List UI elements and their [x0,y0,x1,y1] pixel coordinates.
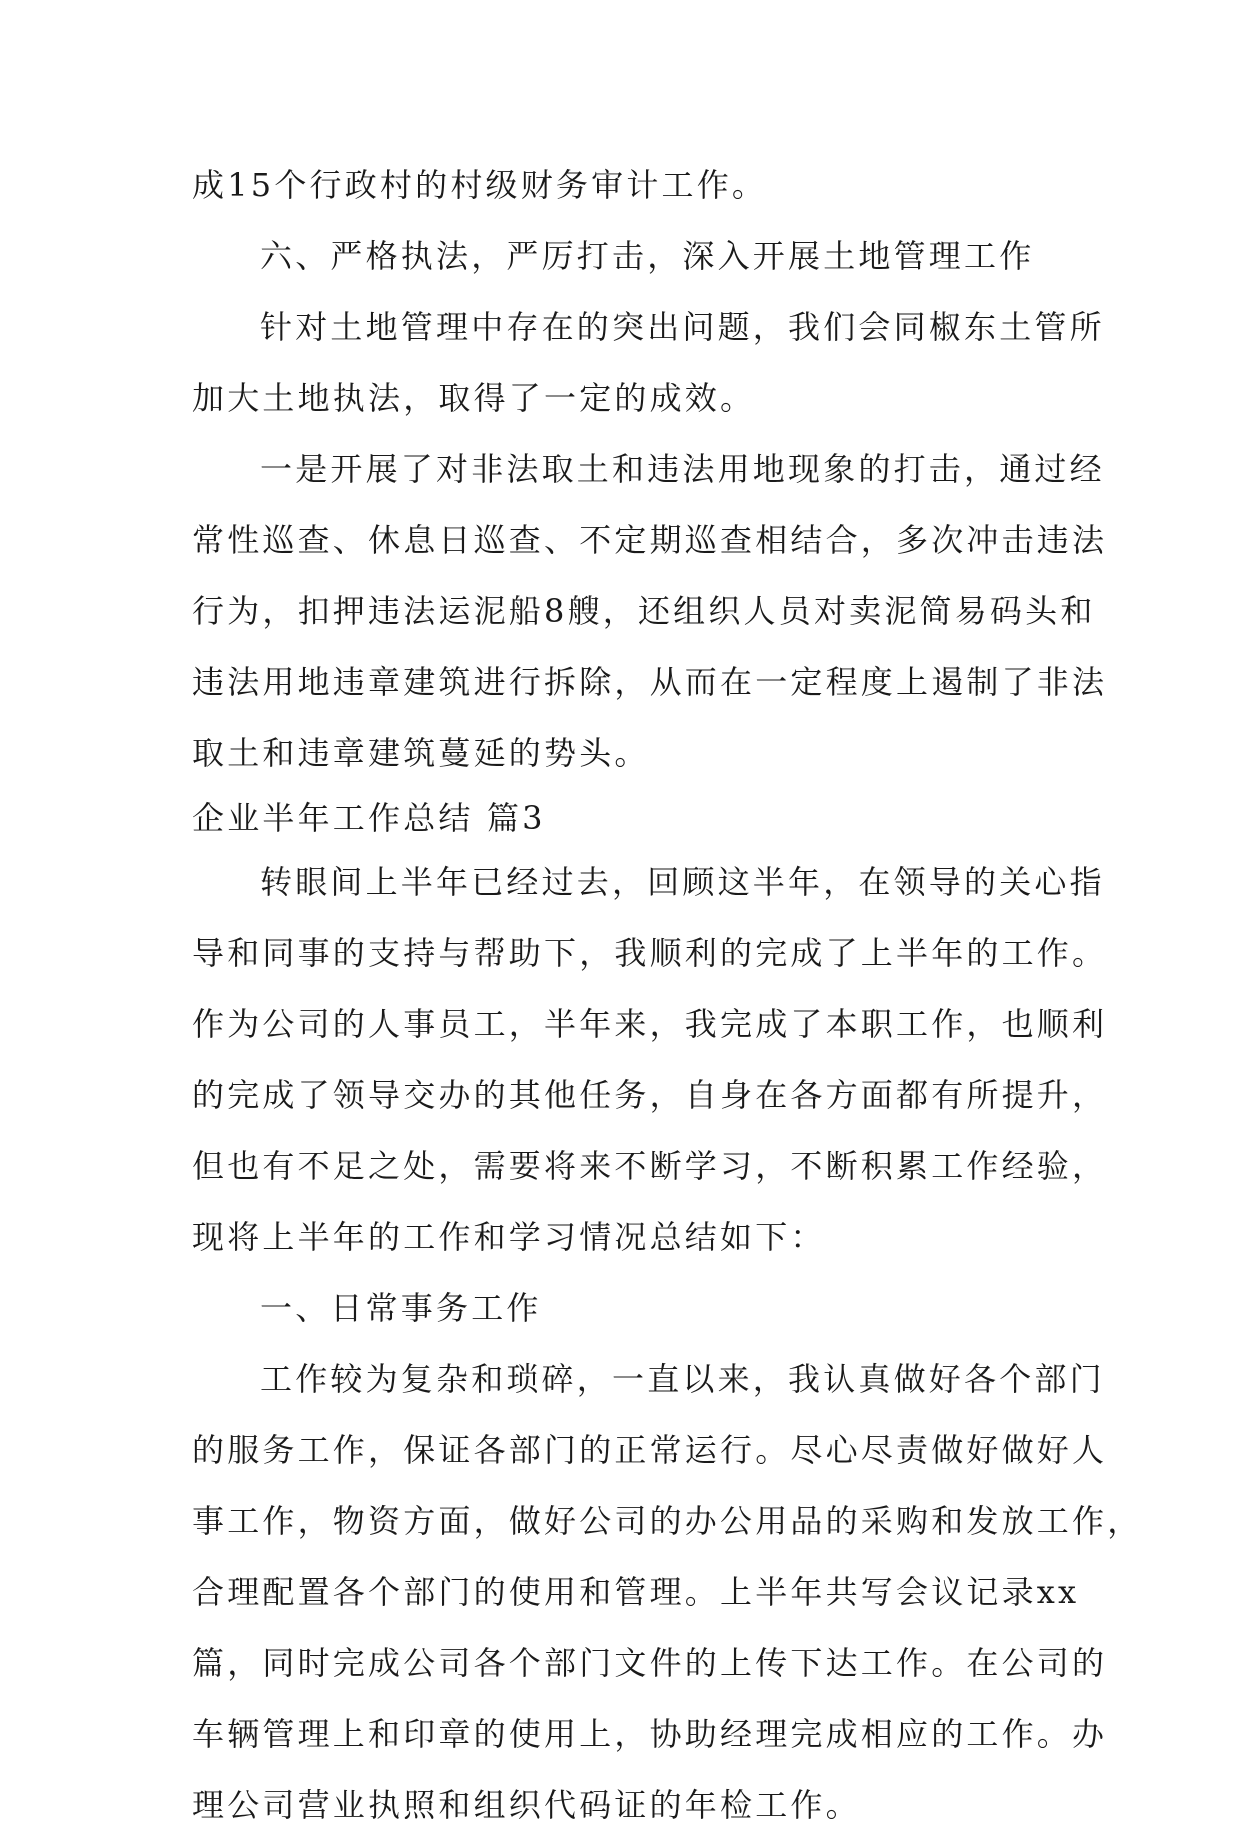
paragraph-line: 行为，扣押违法运泥船8艘，还组织人员对卖泥简易码头和 [192,592,1096,630]
paragraph-line: 但也有不足之处，需要将来不断学习，不断积累工作经验， [192,1147,1108,1185]
paragraph-line: 导和同事的支持与帮助下，我顺利的完成了上半年的工作。 [192,934,1108,972]
paragraph-line: 的完成了领导交办的其他任务，自身在各方面都有所提升， [192,1076,1108,1114]
paragraph-line: 常性巡查、休息日巡查、不定期巡查相结合，多次冲击违法 [192,521,1108,559]
paragraph-line: 合理配置各个部门的使用和管理。上半年共写会议记录xx [192,1573,1080,1611]
paragraph-line: 成15个行政村的村级财务审计工作。 [192,166,768,204]
paragraph-line: 作为公司的人事员工，半年来，我完成了本职工作，也顺利 [192,1005,1108,1043]
section-heading: 六、严格执法，严厉打击，深入开展土地管理工作 [260,237,1035,275]
paragraph-line: 车辆管理上和印章的使用上，协助经理完成相应的工作。办 [192,1715,1108,1753]
paragraph-line: 篇，同时完成公司各个部门文件的上传下达工作。在公司的 [192,1644,1108,1682]
paragraph-line: 转眼间上半年已经过去，回顾这半年，在领导的关心指 [260,863,1105,901]
paragraph-line: 针对土地管理中存在的突出问题，我们会同椒东土管所 [260,308,1105,346]
paragraph-line: 理公司营业执照和组织代码证的年检工作。 [192,1786,861,1824]
paragraph-line: 现将上半年的工作和学习情况总结如下： [192,1218,826,1256]
paragraph-line: 加大土地执法，取得了一定的成效。 [192,379,756,417]
paragraph-line: 事工作，物资方面，做好公司的办公用品的采购和发放工作， [192,1502,1143,1540]
paragraph-line: 工作较为复杂和琐碎，一直以来，我认真做好各个部门 [260,1360,1105,1398]
paragraph-line: 的服务工作，保证各部门的正常运行。尽心尽责做好做好人 [192,1431,1108,1469]
paragraph-line: 一是开展了对非法取土和违法用地现象的打击，通过经 [260,450,1105,488]
section-heading: 一、日常事务工作 [260,1289,542,1327]
paragraph-line: 取土和违章建筑蔓延的势头。 [192,734,650,772]
paragraph-line: 违法用地违章建筑进行拆除，从而在一定程度上遏制了非法 [192,663,1108,701]
document-body [192,150,1143,1841]
article-title: 企业半年工作总结 篇3 [192,799,546,837]
